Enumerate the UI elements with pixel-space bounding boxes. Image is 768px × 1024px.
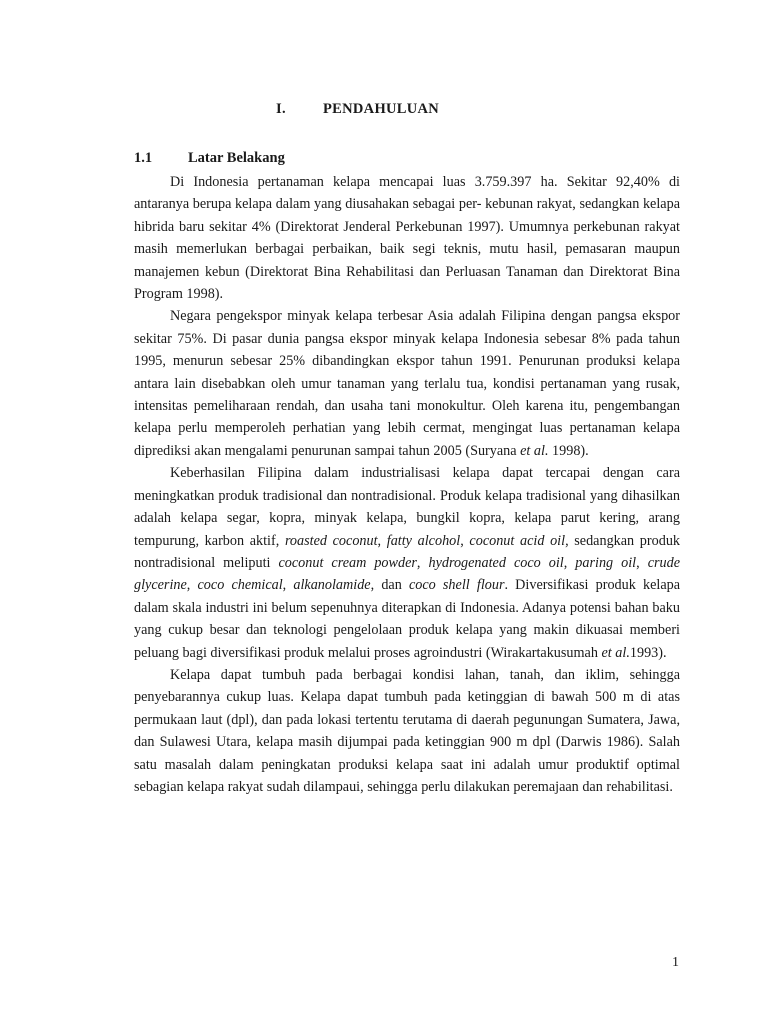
italic-term: coconut cream powder — [278, 554, 417, 571]
text-run: , — [563, 554, 576, 571]
text-run: Keberhasilan Filipina dalam industrialisasi kelapa dapat tercapai dengan cara meningkatkan produk tradisional dan nontradisional. Produk kelapa tradisional yang dihasilkan adalah kelapa segar, kopra, minyak kelapa, bungkil kopra, kelapa parut kering, arang tempurung, karbon aktif, — [134, 465, 680, 549]
italic-term: coconut acid oil — [469, 532, 566, 549]
italic-term: alkanolamide — [293, 577, 371, 594]
chapter-title: PENDAHULUAN — [323, 101, 440, 117]
italic-term: paring oil — [575, 554, 637, 571]
text-run: , dan — [370, 577, 409, 594]
paragraph — [134, 305, 680, 462]
body-text — [134, 171, 680, 798]
italic-term: coco shell flour — [408, 577, 505, 594]
italic-term: et al. — [601, 644, 630, 661]
text-run: Di Indonesia pertanaman kelapa mencapai luas 3.759.397 ha. Sekitar 92,40% di antaranya berupa kelapa dalam yang diusahakan sebagai per- kebunan rakyat, sedangkan kelapa hibrida baru sekitar 4% (Direktorat Jenderal Perkebunan 1997). Umumnya perkebunan rakyat masih memerlukan berbagai perbaikan, baik segi teknis, mutu hasil, pemasaran maupun manajemen kebun (Direktorat Bina Rehabilitasi dan Perluasan Tanaman dan Direktorat Bina Program 1998). — [134, 174, 680, 303]
paragraph — [134, 171, 680, 305]
italic-term: roasted coconut — [284, 532, 378, 549]
text-run: . Diversifikasi produk kelapa dalam skala industri ini belum sepenuhnya diterapkan di Indonesia. Adanya potensi bahan baku yang cukup besar dan teknologi pengelolaan produk kelapa yang makin dikuasai memberi peluang bagi diversifikasi produk melalui proses agroindustri (Wirakartakusumah — [134, 577, 681, 661]
italic-term: et al. — [520, 442, 549, 459]
text-run: , — [636, 554, 648, 571]
text-run: , — [416, 554, 429, 571]
text-run: , sedangkan produk nontradisional meliputi — [134, 532, 681, 571]
chapter-number: I. — [276, 101, 286, 117]
section-number: 1.1 — [134, 150, 153, 166]
text-run: , — [377, 532, 387, 549]
text-run: , — [460, 532, 470, 549]
italic-term: hydrogenated coco oil — [428, 554, 564, 571]
text-run: 1993). — [629, 644, 667, 661]
paragraph — [134, 462, 680, 664]
paragraph — [134, 664, 680, 798]
page-number: 1 — [672, 955, 679, 970]
text-run: Negara pengekspor minyak kelapa terbesar Asia adalah Filipina dengan pangsa ekspor sekitar 75%. Di pasar dunia pangsa ekspor minyak kelapa Indonesia sebesar 8% pada tahun 1995, menurun sebesar 25% dibandingkan ekspor tahun 1991. Penurunan produksi kelapa antara lain disebabkan oleh umur tanaman yang terlalu tua, kondisi pertanaman yang rusak, intensitas pemeliharaan rendah, dan usaha tani monokultur. Oleh karena itu, pengembangan kelapa perlu memperoleh perhatian yang lebih cermat, mengingat luas pertanaman kelapa diprediksi akan mengalami penurunan sampai tahun 2005 (Suryana — [134, 308, 680, 459]
italic-term: crude glycerine — [134, 554, 680, 594]
text-run: , — [186, 577, 198, 594]
text-run: Kelapa dapat tumbuh pada berbagai kondisi lahan, tanah, dan iklim, sehingga penyebarannya cukup luas. Kelapa dapat tumbuh pada ketinggian di bawah 500 m di atas permukaan laut (dpl), dan pada lokasi tertentu terutama di daerah pegunungan Sumatera, Jawa, dan Sulawesi Utara, kelapa masih dijumpai pada ketinggian 900 m dpl (Darwis 1986). Salah satu masalah dalam peningkatan produksi kelapa saat ini adalah umur produktif optimal sebagian kelapa rakyat sudah dilampaui, sehingga perlu dilakukan peremajaan dan rehabilitasi. — [134, 666, 680, 795]
italic-term: fatty alcohol — [386, 532, 461, 549]
italic-term: coco chemical — [197, 577, 283, 594]
section-title: Latar Belakang — [188, 150, 285, 166]
text-run: 1998). — [548, 442, 589, 459]
text-run: , — [282, 577, 294, 594]
